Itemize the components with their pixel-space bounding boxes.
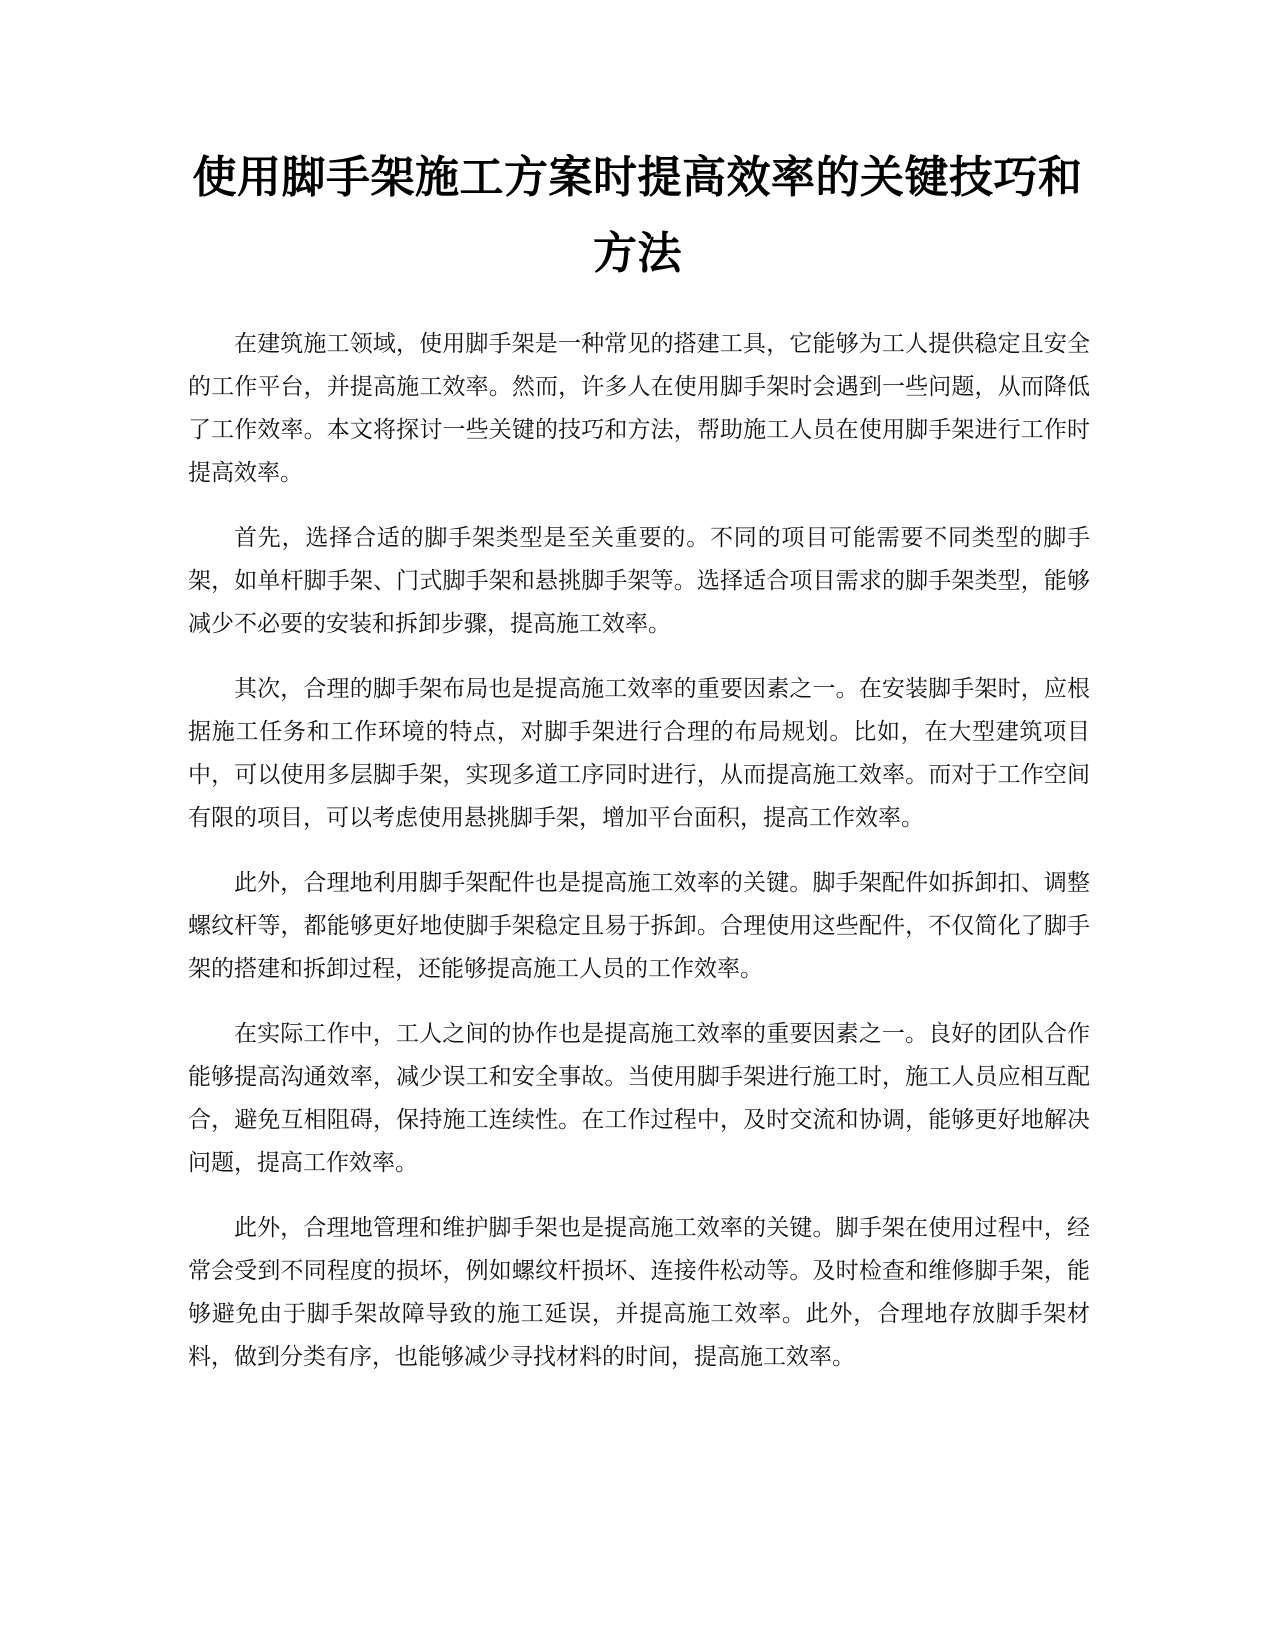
paragraph-intro: 在建筑施工领域，使用脚手架是一种常见的搭建工具，它能够为工人提供稳定且安全的工作平台，并提高施工效率。然而，许多人在使用脚手架时会遇到一些问题，从而降低了工作效率。本文将探讨一些关键的技巧和方法，帮助施工人员在使用脚手架进行工作时提高效率。 [188, 331, 1090, 486]
paragraph-accessories: 此外，合理地利用脚手架配件也是提高施工效率的关键。脚手架配件如拆卸扣、调整螺纹杆等，都能够更好地使脚手架稳定且易于拆卸。合理使用这些配件，不仅简化了脚手架的搭建和拆卸过程，还能够提高施工人员的工作效率。 [188, 870, 1090, 982]
paragraph-scaffold-type: 首先，选择合适的脚手架类型是至关重要的。不同的项目可能需要不同类型的脚手架，如单杆脚手架、门式脚手架和悬挑脚手架等。选择适合项目需求的脚手架类型，能够减少不必要的安装和拆卸步骤，提高施工效率。 [188, 525, 1090, 637]
paragraph-maintenance: 此外，合理地管理和维护脚手架也是提高施工效率的关键。脚手架在使用过程中，经常会受到不同程度的损坏，例如螺纹杆损坏、连接件松动等。及时检查和维修脚手架，能够避免由于脚手架故障导致的施工延误，并提高施工效率。此外，合理地存放脚手架材料，做到分类有序，也能够减少寻找材料的时间，提高施工效率。 [188, 1215, 1090, 1370]
document-body [188, 323, 1090, 1401]
paragraph-teamwork: 在实际工作中，工人之间的协作也是提高施工效率的重要因素之一。良好的团队合作能够提高沟通效率，减少误工和安全事故。当使用脚手架进行施工时，施工人员应相互配合，避免互相阻碍，保持施工连续性。在工作过程中，及时交流和协调，能够更好地解决问题，提高工作效率。 [188, 1021, 1090, 1176]
paragraph-layout: 其次，合理的脚手架布局也是提高施工效率的重要因素之一。在安装脚手架时，应根据施工任务和工作环境的特点，对脚手架进行合理的布局规划。比如，在大型建筑项目中，可以使用多层脚手架，实现多道工序同时进行，从而提高施工效率。而对于工作空间有限的项目，可以考虑使用悬挑脚手架，增加平台面积，提高工作效率。 [188, 676, 1090, 831]
document-title: 使用脚手架施工方案时提高效率的关键技巧和方法 [192, 152, 1083, 279]
